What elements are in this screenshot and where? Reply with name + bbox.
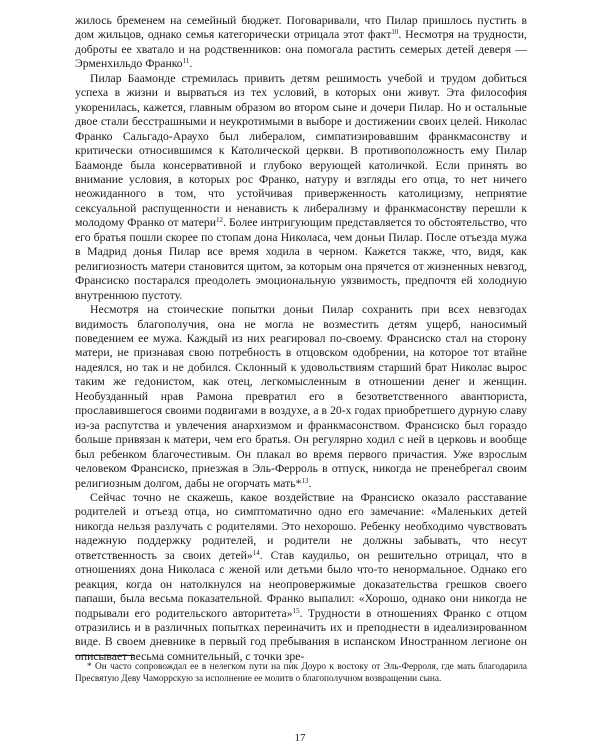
page-number: 17	[294, 732, 306, 744]
paragraph-1: жилось бременем на семейный бюджет. Поговаривали, что Пилар пришлось пустить в дом жильцов, однако семья категорически отрицала этот факт$^{10}$. Несмотря на трудности, доброты ее хватало и на родственников: она помогала растить семерых детей деверя — Эрменхильдо Франко$^{11}$.	[75, 14, 527, 71]
footnote: * Он часто сопровождал ее в нелегком пути на пик Доуро к востоку от Эль-Ферроля, где мать благодарила Пресвятую Деву Чаморрскую за исполнение ее молитв о благополучном возвращении сына.	[75, 662, 527, 685]
paragraph-4: Сейчас точно не скажешь, какое воздействие на Франсиско оказало расставание родителей и отъезд отца, но симптоматично одно его замечание: «Маленьких детей никогда нельзя разлучать с родителями. Это нехорошо. Ребенку необходимо чувствовать надежную поддержку родителей, и родители не должны забывать, что несут ответственность за своих детей»$^{14}$. Став каудильо, он решительно отрицал, что в отношениях дона Николаса с женой или детьми было что-то ненормальное. Однако его реакция, когда он натолкнулся на неопровержимые доказательства грешков своего папаши, была весьма показательной. Франко выпалил: «Хорошо, однако они никогда не подрывали его родительского авторитета»$^{15}$. Трудности в отношениях Франко с отцом отразились и в различных попытках переиначить их и преподнести в идеализированном виде. В своем дневнике в первый год пребывания в испанском Иностранном легионе он описывает весьма сомнительный, с точки зре-	[75, 490, 527, 663]
footnote-ref-10: 10	[391, 28, 399, 37]
paragraph-2: Пилар Баамонде стремилась привить детям решимость учебой и трудом добиться успеха в жизни и вырваться из тех условий, в которых они живут. Эта философия укоренилась, кажется, главным образом во втором сыне и дочери Пилар. Но и остальные двое стали бесстрашными и неукротимыми в выборе и достижении своих целей. Николас Франко Сальгадо-Араухо был либералом, симпатизировавшим франкмасонству и критически относившимся к Католической церкви. В противоположность ему Пилар Баамонде была консервативной и глубоко верующей католичкой. Если принять во внимание условия, в которых рос Франко, натуру и взгляды его отца, то нет ничего неожиданного в том, что устойчивая приверженность католицизму, неприятие сексуальной распущенности и ненависть к либерализму и франкмасонству перешли к молодому Франко от матери$^{12}$. Более интригующим представляется то обстоятельство, что его братья пошли скорее по стопам дона Николаса, чем доньи Пилар. После отъезда мужа в Мадрид донья Пилар все время ходила в черном. Кажется также, что, видя, как религиозность матери становится щитом, за которым она прячется от жизненных невзгод, Франсиско постарался преодолеть эмоциональную уязвимость, предпочтя ей холодную внутреннюю пустоту.	[75, 71, 527, 302]
main-text	[75, 14, 527, 664]
paragraph-3: Несмотря на стоические попытки доньи Пилар сохранить при всех невзгодах видимость благополучия, она не могла не возместить детям ущерб, наносимый поведением ее мужа. Каждый из них реагировал по-своему. Франсиско стал на сторону матери, не признавая свою потребность в отцовском одобрении, на которое тот втайне надеялся, но так и не добился. Склонный к удовольствиям старший брат Николас вырос таким же гедонистом, как отец, легкомысленным в отношении денег и женщин. Необузданный нрав Рамона превратил его в безответственного авантюриста, прославившегося своими подвигами в воздухе, а в 20-х годах приобретшего дурную славу из-за распутства и увлечения анархизмом и франкмасонством. Франсиско был гораздо больше привязан к матери, чем его братья. Он регулярно ходил с ней в церковь и вообще был ребенком благочестивым. Он плакал во время первого причастия. Уже взрослым человеком Франсиско, приезжая в Эль-Ферроль в отпуск, никогда не пренебрегал своим религиозным долгом, дабы не огорчать мать*$^{13}$.	[75, 303, 527, 490]
footnote-ref-11: 11	[182, 57, 190, 66]
footnote-divider	[75, 655, 135, 656]
footnote-ref-13: 13	[301, 476, 309, 485]
footnote-ref-15: 15	[292, 606, 300, 615]
footnote-ref-12: 12	[216, 216, 224, 225]
footnote-ref-14: 14	[252, 548, 260, 557]
